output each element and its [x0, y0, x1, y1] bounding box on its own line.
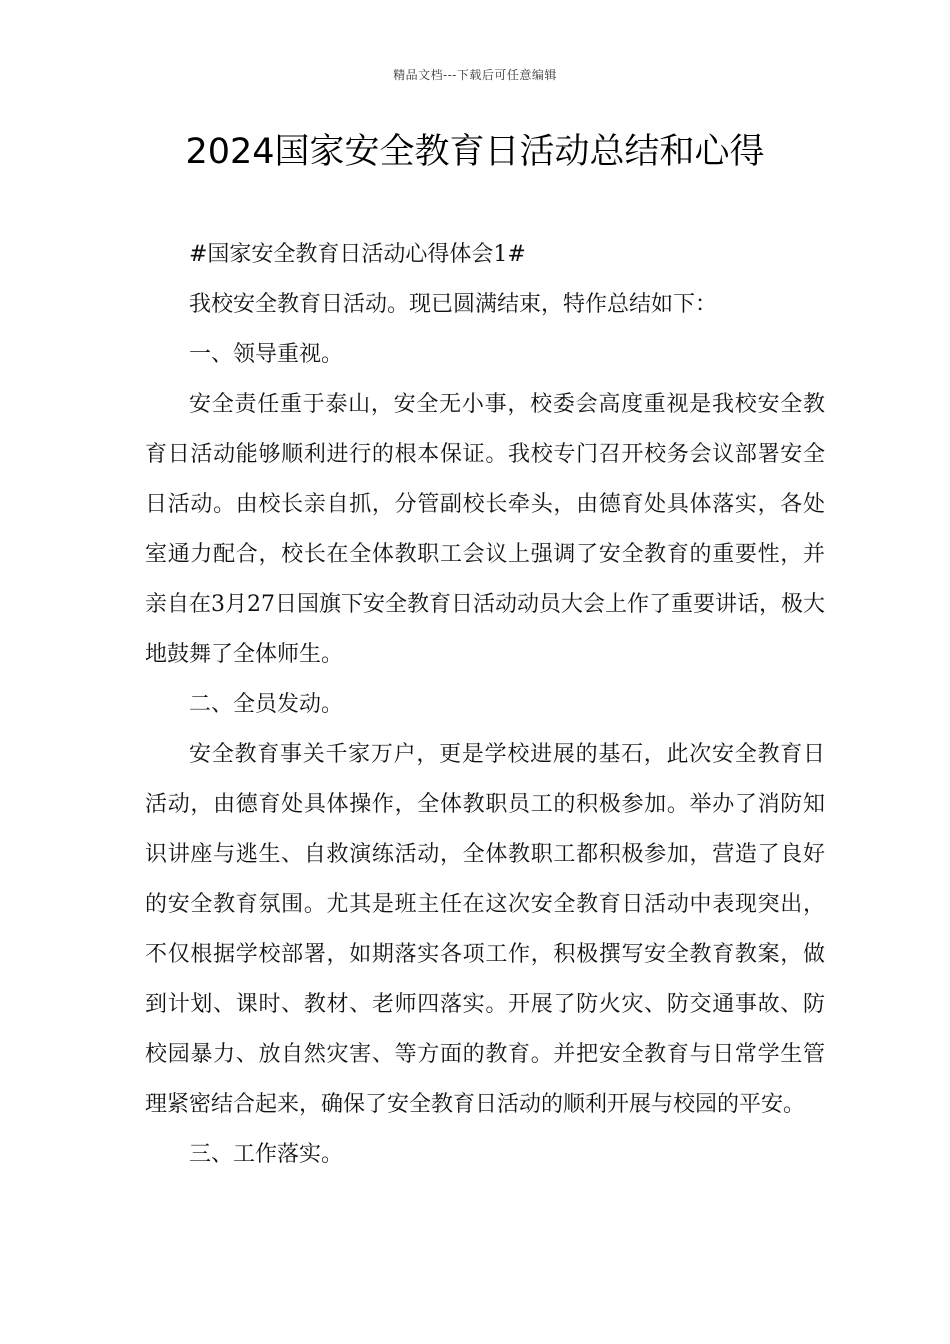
document-title: 2024国家安全教育日活动总结和心得: [185, 132, 765, 172]
paragraph-intro: 我校安全教育日活动。现已圆满结束，特作总结如下：: [189, 292, 718, 317]
paragraph-section-1: 安全责任重于泰山，安全无小事，校委会高度重视是我校安全教育日活动能够顺利进行的根本保证。我校专门召开校务会议部署安全日活动。由校长亲自抓，分管副校长牵头，由德育处具体落实，各处室通力配合，校长在全体教职工会议上强调了安全教育的重要性，并亲自在3月27日国旗下安全教育日活动动员大会上作了重要讲话，极大地鼓舞了全体师生。: [145, 392, 825, 667]
paragraph-subheading: #国家安全教育日活动心得体会1#: [189, 242, 526, 267]
document-body: [145, 230, 825, 1180]
section-heading-2: 二、全员发动。: [189, 692, 344, 717]
header-note: 精品文档---下载后可任意编辑: [393, 68, 557, 82]
paragraph-section-2: 安全教育事关千家万户，更是学校进展的基石，此次安全教育日活动，由德育处具体操作，全体教职员工的积极参加。举办了消防知识讲座与逃生、自救演练活动，全体教职工都积极参加，营造了良好的安全教育氛围。尤其是班主任在这次安全教育日活动中表现突出，不仅根据学校部署，如期落实各项工作，积极撰写安全教育教案，做到计划、课时、教材、老师四落实。开展了防火灾、防交通事故、防校园暴力、放自然灾害、等方面的教育。并把安全教育与日常学生管理紧密结合起来，确保了安全教育日活动的顺利开展与校园的平安。: [145, 742, 825, 1117]
section-heading-3: 三、工作落实。: [189, 1142, 344, 1167]
section-heading-1: 一、领导重视。: [189, 342, 344, 367]
